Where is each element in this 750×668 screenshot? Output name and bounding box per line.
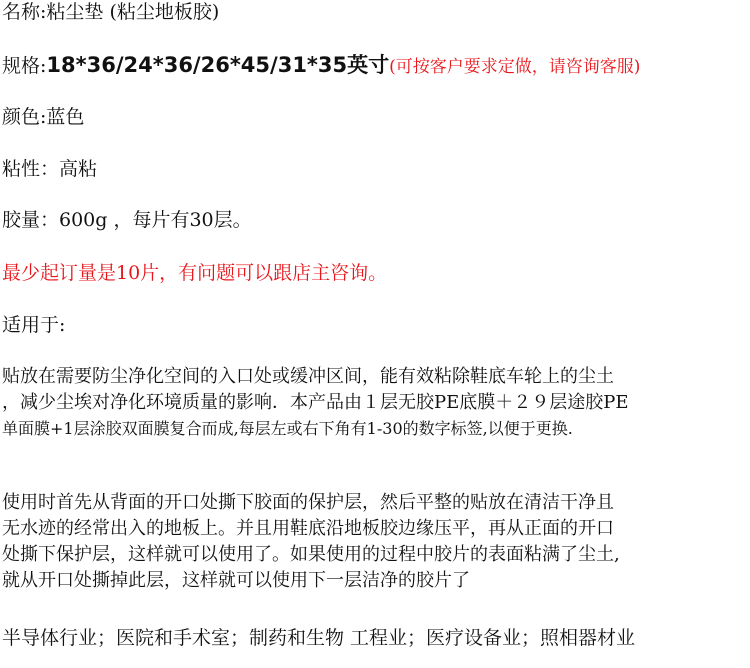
spec-label: 规格:	[2, 55, 47, 77]
usage-line: 处撕下保护层，这样就可以使用了。如果使用的过程中胶片的表面粘满了尘土,	[2, 544, 620, 565]
industries-line: 半导体行业；医院和手术室；制药和生物 工程业；医疗设备业；照相器材业	[2, 627, 636, 649]
min-order-line: 最少起订量是10片，有问题可以跟店主咨询。	[2, 262, 388, 284]
glue-amount-line: 胶量：600g ，每片有30层。	[2, 209, 252, 231]
description-line: 单面膜+1层涂胶双面膜复合而成,每层左或右下角有1-30的数字标签,以便于更换.	[2, 419, 573, 438]
color-line: 颜色:蓝色	[2, 106, 85, 128]
description-line: 贴放在需要防尘净化空间的入口处或缓冲区间，能有效粘除鞋底车轮上的尘土	[2, 366, 614, 387]
description-line: ，减少尘埃对净化环境质量的影响．本产品由１层无胶PE底膜＋２９层途胶PE	[2, 392, 629, 413]
applicable-label: 适用于:	[2, 314, 66, 336]
spec-line	[2, 53, 640, 79]
usage-line: 无水迹的经常出入的地板上。并且用鞋底沿地板胶边缘压平，再从正面的开口	[2, 518, 614, 539]
product-name: 名称:粘尘垫 (粘尘地板胶)	[2, 1, 220, 23]
spec-note: (可按客户要求定做，请咨询客服)	[389, 57, 641, 77]
spec-sizes: 18*36/24*36/26*45/31*35英寸	[46, 53, 390, 77]
usage-paragraph	[2, 490, 750, 594]
usage-line: 就从开口处撕掉此层，这样就可以使用下一层洁净的胶片了	[2, 570, 470, 591]
tackiness-line: 粘性：高粘	[2, 158, 98, 180]
usage-line: 使用时首先从背面的开口处撕下胶面的保护层，然后平整的贴放在清洁干净且	[2, 492, 614, 513]
description-paragraph	[2, 364, 750, 442]
